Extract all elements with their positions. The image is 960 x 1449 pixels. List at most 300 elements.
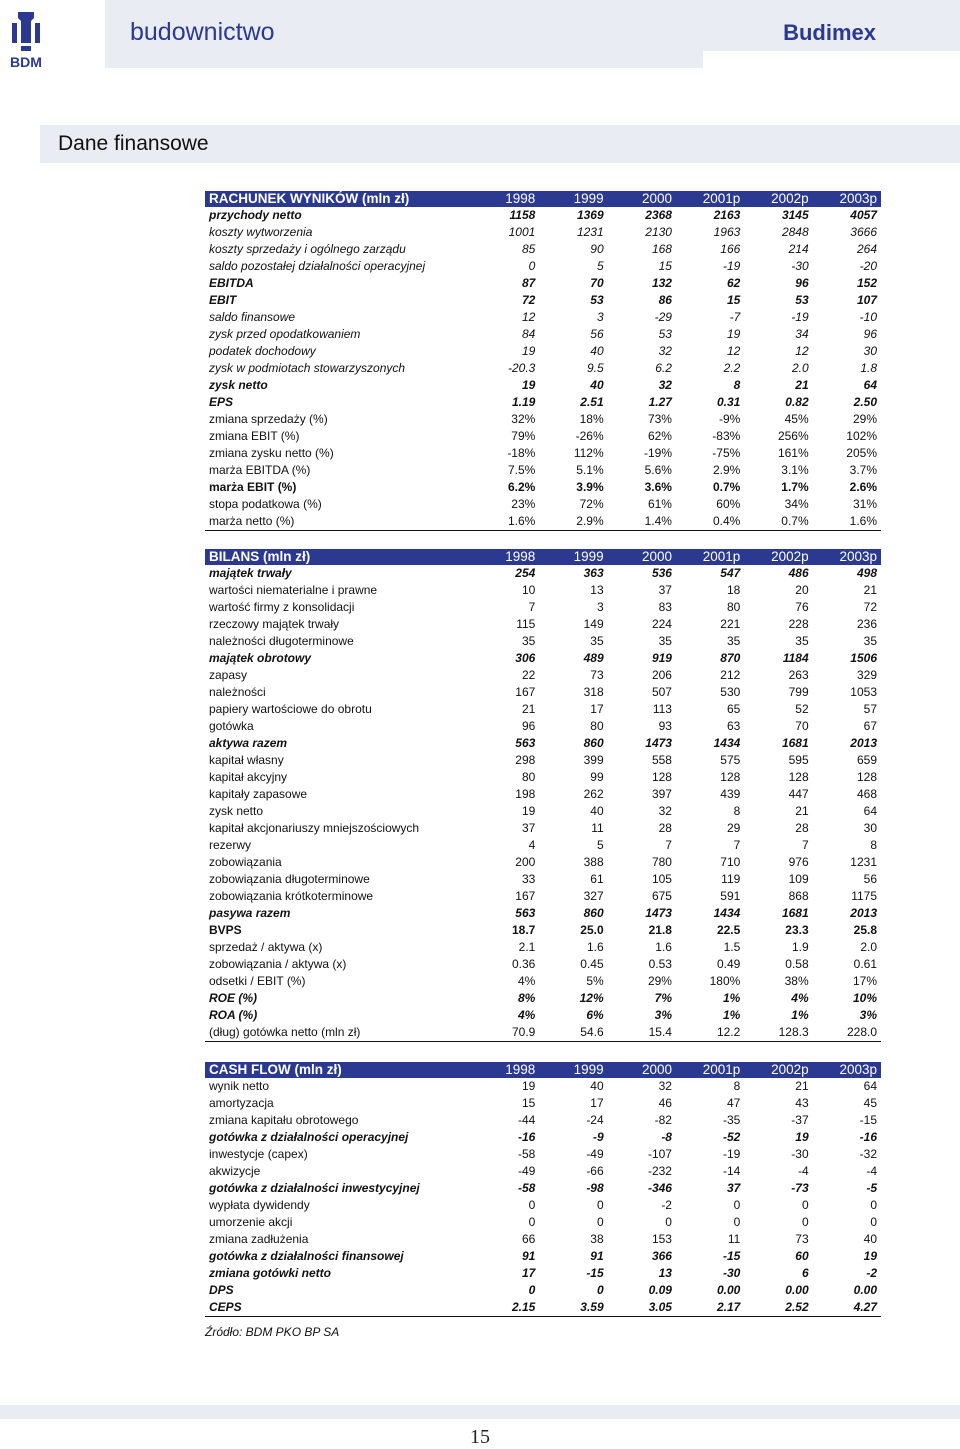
table-row — [205, 990, 881, 1007]
value-cell: 28 — [795, 821, 809, 835]
value-cell: 263 — [788, 668, 809, 682]
table-row — [205, 479, 881, 496]
table-row — [205, 888, 881, 905]
value-cell: 4% — [517, 974, 536, 988]
value-cell: 35 — [590, 634, 604, 648]
value-cell: 0.36 — [511, 957, 536, 971]
row-label: zmiana zadłużenia — [209, 1232, 309, 1246]
value-cell: 2.50 — [853, 395, 877, 409]
row-label: zmiana EBIT (%) — [209, 429, 300, 443]
value-cell: 96 — [521, 719, 536, 733]
value-cell: 167 — [515, 889, 536, 903]
value-cell: 128 — [651, 770, 672, 784]
table-row — [205, 292, 881, 309]
company-name: Budimex — [783, 20, 876, 45]
value-cell: 536 — [651, 566, 672, 580]
value-cell: 2.6% — [849, 480, 877, 494]
page-number: 15 — [470, 1426, 490, 1448]
value-cell: 46 — [658, 1096, 672, 1110]
value-cell: 5 — [596, 259, 604, 273]
row-label: zysk w podmiotach stowarzyszonych — [209, 361, 406, 375]
row-label: saldo pozostałej działalności operacyjnej — [209, 259, 426, 273]
value-cell: 80 — [726, 600, 741, 614]
value-cell: 7 — [733, 838, 741, 852]
table-row — [205, 684, 881, 701]
table-row — [205, 1078, 881, 1095]
table-row — [205, 1095, 881, 1112]
row-label: zysk przed opodatkowaniem — [209, 327, 361, 341]
row-label: amortyzacja — [209, 1096, 274, 1110]
value-cell: 799 — [788, 685, 809, 699]
table-row — [205, 820, 881, 837]
row-label: zmiana sprzedaży (%) — [209, 412, 328, 426]
year-header: 2001p — [676, 1062, 744, 1078]
value-cell: 1963 — [713, 225, 741, 239]
value-cell: 236 — [856, 617, 877, 631]
value-cell: 0 — [528, 1215, 536, 1229]
value-cell: 17 — [590, 702, 604, 716]
cash-flow-table — [205, 1062, 881, 1317]
value-cell: -49 — [586, 1147, 604, 1161]
value-cell: 15 — [521, 1096, 536, 1110]
value-cell: 439 — [720, 787, 741, 801]
table-row — [205, 1265, 881, 1282]
table-row — [205, 871, 881, 888]
value-cell: 1175 — [851, 889, 877, 903]
value-cell: 10 — [521, 583, 536, 597]
value-cell: 85 — [521, 242, 536, 256]
year-header: 2003p — [813, 549, 881, 565]
value-cell: -30 — [722, 1266, 741, 1280]
value-cell: 3 — [596, 310, 604, 324]
value-cell: 63 — [726, 719, 741, 733]
row-label: zapasy — [209, 668, 248, 682]
value-cell: 72 — [863, 600, 877, 614]
value-cell: 31% — [852, 497, 877, 511]
value-cell: 363 — [583, 566, 604, 580]
value-cell: 73 — [590, 668, 604, 682]
value-cell: 22 — [521, 668, 536, 682]
value-cell: 2.52 — [744, 1299, 812, 1317]
value-cell: 4.27 — [813, 1299, 881, 1317]
value-cell: 21.8 — [648, 923, 672, 937]
value-cell: 7 — [801, 838, 809, 852]
value-cell: 659 — [856, 753, 877, 767]
value-cell: 2368 — [645, 208, 672, 222]
row-label: saldo finansowe — [209, 310, 296, 324]
value-cell: -73 — [791, 1181, 809, 1195]
value-cell: 113 — [652, 702, 672, 716]
value-cell: 15 — [726, 293, 741, 307]
value-cell: 0.61 — [853, 957, 877, 971]
value-cell: 115 — [516, 617, 536, 631]
value-cell: 19 — [521, 804, 536, 818]
table-row — [205, 1129, 881, 1146]
table-row — [205, 650, 881, 667]
value-cell: 102% — [846, 429, 877, 443]
value-cell: 21 — [795, 804, 809, 818]
value-cell: 93 — [658, 719, 672, 733]
value-cell: 1.6 — [655, 940, 672, 954]
value-cell: 119 — [721, 872, 741, 886]
value-cell: 18.7 — [511, 923, 536, 937]
year-header: 2000 — [608, 191, 676, 207]
section-title: RACHUNEK WYNIKÓW (mln zł) — [205, 191, 471, 207]
value-cell: -16 — [859, 1130, 877, 1144]
value-cell: 6% — [586, 1008, 604, 1022]
value-cell: 0.31 — [716, 395, 741, 409]
row-label: wartość firmy z konsolidacji — [209, 600, 355, 614]
value-cell: 34% — [784, 497, 809, 511]
value-cell: 2.15 — [471, 1299, 539, 1317]
logo-text: BDM — [10, 54, 42, 70]
value-cell: 13 — [658, 1266, 672, 1280]
value-cell: 112% — [573, 446, 604, 460]
value-cell: 1473 — [645, 736, 672, 750]
value-cell: 37 — [726, 1181, 741, 1195]
value-cell: 1231 — [576, 225, 604, 239]
row-label: sprzedaż / aktywa (x) — [209, 940, 323, 954]
row-label: wypłata dywidendy — [209, 1198, 310, 1212]
value-cell: 1.5 — [723, 940, 741, 954]
table-row — [205, 956, 881, 973]
value-cell: 8 — [733, 1079, 741, 1093]
value-cell: 86 — [658, 293, 672, 307]
value-cell: 60 — [795, 1249, 809, 1263]
value-cell: 1.6 — [586, 940, 604, 954]
value-cell: 3 — [596, 600, 604, 614]
year-header: 2000 — [608, 549, 676, 565]
value-cell: 1001 — [508, 225, 536, 239]
value-cell: 6.2 — [655, 361, 672, 375]
value-cell: 0 — [528, 1198, 536, 1212]
table-row — [205, 718, 881, 735]
value-cell: 1434 — [713, 906, 741, 920]
value-cell: 547 — [720, 566, 741, 580]
bdm-logo-icon — [4, 8, 48, 70]
value-cell: 399 — [583, 753, 604, 767]
value-cell: 3145 — [781, 208, 809, 222]
value-cell: -20 — [859, 259, 877, 273]
row-label: stopa podatkowa (%) — [209, 497, 322, 511]
value-cell: 2130 — [645, 225, 672, 239]
value-cell: -4 — [866, 1164, 877, 1178]
value-cell: 0 — [596, 1283, 604, 1297]
row-label: koszty sprzedaży i ogólnego zarządu — [209, 242, 406, 256]
value-cell: 0 — [870, 1198, 877, 1212]
table-header-row — [205, 549, 881, 565]
value-cell: 12.2 — [676, 1024, 744, 1042]
value-cell: 52 — [795, 702, 809, 716]
value-cell: 976 — [788, 855, 809, 869]
value-cell: 1.8 — [860, 361, 877, 375]
value-cell: -83% — [712, 429, 741, 443]
value-cell: 64 — [863, 1079, 877, 1093]
value-cell: 91 — [521, 1249, 536, 1263]
value-cell: 40 — [590, 1079, 604, 1093]
value-cell: 15 — [658, 259, 672, 273]
value-cell: -2 — [866, 1266, 877, 1280]
value-cell: 72 — [521, 293, 536, 307]
value-cell: 1184 — [782, 651, 809, 665]
value-cell: 34 — [795, 327, 809, 341]
row-label: zysk netto — [209, 378, 268, 392]
value-cell: 710 — [720, 855, 741, 869]
value-cell: 221 — [720, 617, 741, 631]
value-cell: -29 — [654, 310, 672, 324]
value-cell: 20 — [795, 583, 809, 597]
value-cell: 32 — [658, 344, 672, 358]
value-cell: 575 — [720, 753, 741, 767]
row-label: gotówka z działalności finansowej — [209, 1249, 404, 1263]
value-cell: 5.1% — [576, 463, 604, 477]
value-cell: 1473 — [645, 906, 672, 920]
value-cell: 29 — [726, 821, 741, 835]
value-cell: 447 — [788, 787, 809, 801]
value-cell: -49 — [517, 1164, 536, 1178]
value-cell: 306 — [515, 651, 536, 665]
value-cell: 397 — [651, 787, 672, 801]
value-cell: 32 — [658, 804, 672, 818]
value-cell: 318 — [583, 685, 604, 699]
value-cell: 5% — [586, 974, 604, 988]
value-cell: 8 — [733, 378, 741, 392]
row-label: (dług) gotówka netto (mln zł) — [205, 1024, 471, 1042]
value-cell: 2.9% — [712, 463, 741, 477]
source-note: Źródło: BDM PKO BP SA — [205, 1325, 340, 1339]
value-cell: 29% — [647, 974, 672, 988]
value-cell: -26% — [575, 429, 604, 443]
year-header: 1998 — [471, 191, 539, 207]
value-cell: -15 — [722, 1249, 741, 1263]
value-cell: 860 — [583, 736, 604, 750]
value-cell: 1.6% — [813, 513, 881, 531]
value-cell: 0 — [801, 1198, 809, 1212]
value-cell: 1.9 — [791, 940, 809, 954]
value-cell: -15 — [859, 1113, 877, 1127]
value-cell: 73% — [647, 412, 672, 426]
value-cell: 1369 — [576, 208, 604, 222]
row-label: podatek dochodowy — [209, 344, 316, 358]
value-cell: 167 — [515, 685, 536, 699]
value-cell: 6.2% — [507, 480, 536, 494]
value-cell: 17 — [521, 1266, 536, 1280]
value-cell: 21 — [795, 1079, 809, 1093]
value-cell: 53 — [590, 293, 604, 307]
value-cell: 47 — [726, 1096, 741, 1110]
value-cell: 0.49 — [716, 957, 741, 971]
value-cell: -4 — [797, 1164, 809, 1178]
value-cell: 7 — [665, 838, 672, 852]
table-row — [205, 513, 881, 531]
value-cell: 40 — [590, 804, 604, 818]
row-label: gotówka z działalności operacyjnej — [209, 1130, 409, 1144]
value-cell: 388 — [583, 855, 604, 869]
table-row — [205, 752, 881, 769]
value-cell: 0.7% — [712, 480, 741, 494]
balance-sheet-table — [205, 549, 881, 1042]
section-title: CASH FLOW (mln zł) — [205, 1062, 471, 1078]
page-title: Dane finansowe — [58, 132, 209, 155]
value-cell: 19 — [521, 1079, 536, 1093]
value-cell: 256% — [777, 429, 809, 443]
value-cell: 200 — [515, 855, 536, 869]
value-cell: 17 — [590, 1096, 604, 1110]
row-label: BVPS — [209, 923, 242, 937]
value-cell: 54.6 — [539, 1024, 607, 1042]
value-cell: 28 — [658, 821, 672, 835]
value-cell: 224 — [651, 617, 672, 631]
value-cell: -19 — [722, 1147, 741, 1161]
row-label: marża EBITDA (%) — [209, 463, 311, 477]
table-row — [205, 565, 881, 582]
value-cell: 558 — [651, 753, 672, 767]
value-cell: 205% — [846, 446, 877, 460]
value-cell: -8 — [661, 1130, 672, 1144]
row-label: odsetki / EBIT (%) — [209, 974, 306, 988]
row-label: gotówka z działalności inwestycyjnej — [209, 1181, 420, 1195]
value-cell: 161% — [777, 446, 809, 460]
row-label: gotówka — [209, 719, 254, 733]
value-cell: 62 — [726, 276, 741, 290]
value-cell: 780 — [651, 855, 672, 869]
table-row — [205, 599, 881, 616]
value-cell: 591 — [720, 889, 741, 903]
row-label: zysk netto — [209, 804, 264, 818]
value-cell: 17% — [852, 974, 877, 988]
table-row — [205, 905, 881, 922]
value-cell: 12% — [579, 991, 604, 1005]
row-label: zobowiązania krótkoterminowe — [209, 889, 374, 903]
sector-label: budownictwo — [130, 18, 275, 46]
value-cell: 23.3 — [785, 923, 809, 937]
value-cell: 8 — [870, 838, 877, 852]
value-cell: 79% — [511, 429, 536, 443]
value-cell: 38 — [590, 1232, 604, 1246]
value-cell: -24 — [586, 1113, 604, 1127]
value-cell: 80 — [590, 719, 604, 733]
value-cell: 489 — [583, 651, 604, 665]
row-label: wynik netto — [209, 1079, 270, 1093]
value-cell: -9 — [592, 1130, 604, 1144]
value-cell: 595 — [788, 753, 809, 767]
row-label: zmiana zysku netto (%) — [209, 446, 334, 460]
value-cell: 21 — [521, 702, 536, 716]
value-cell: 18% — [579, 412, 604, 426]
year-header: 2001p — [676, 549, 744, 565]
value-cell: 83 — [658, 600, 672, 614]
value-cell: 3.05 — [608, 1299, 676, 1317]
value-cell: 5 — [596, 838, 604, 852]
row-label: ROA (%) — [209, 1008, 258, 1022]
year-header: 2002p — [744, 549, 812, 565]
row-label: papiery wartościowe do obrotu — [209, 702, 372, 716]
value-cell: -19 — [722, 259, 741, 273]
row-label: wartości niematerialne i prawne — [209, 583, 378, 597]
value-cell: -52 — [722, 1130, 741, 1144]
table-row — [205, 735, 881, 752]
value-cell: 19 — [521, 344, 536, 358]
value-cell: 32 — [658, 1079, 672, 1093]
table-row — [205, 701, 881, 718]
table-row — [205, 258, 881, 275]
value-cell: 38% — [784, 974, 809, 988]
value-cell: 1.6% — [471, 513, 539, 531]
value-cell: 23% — [511, 497, 536, 511]
row-label: kapitał akcyjny — [209, 770, 288, 784]
table-row — [205, 582, 881, 599]
table-row — [205, 973, 881, 990]
value-cell: 61 — [590, 872, 604, 886]
value-cell: 1% — [722, 1008, 741, 1022]
table-row — [205, 1231, 881, 1248]
value-cell: 70.9 — [471, 1024, 539, 1042]
row-label: majątek trwały — [209, 566, 292, 580]
value-cell: 29% — [852, 412, 877, 426]
table-row — [205, 786, 881, 803]
table-row — [205, 939, 881, 956]
value-cell: 212 — [720, 668, 741, 682]
row-label: kapitał własny — [209, 753, 284, 767]
value-cell: 530 — [720, 685, 741, 699]
table-row — [205, 496, 881, 513]
year-header: 2002p — [744, 1062, 812, 1078]
table-row — [205, 1299, 881, 1317]
value-cell: 3% — [859, 1008, 877, 1022]
table-row — [205, 1163, 881, 1180]
value-cell: -5 — [866, 1181, 877, 1195]
value-cell: 0 — [733, 1215, 741, 1229]
value-cell: 35 — [658, 634, 672, 648]
value-cell: 166 — [720, 242, 741, 256]
value-cell: 1434 — [713, 736, 741, 750]
value-cell: -2 — [661, 1198, 672, 1212]
row-label: marża netto (%) — [205, 513, 471, 531]
value-cell: 53 — [795, 293, 809, 307]
value-cell: 3% — [654, 1008, 672, 1022]
value-cell: 70 — [795, 719, 809, 733]
table-row — [205, 207, 881, 224]
row-label: EBITDA — [209, 276, 254, 290]
table-row — [205, 1146, 881, 1163]
table-row — [205, 377, 881, 394]
table-row — [205, 616, 881, 633]
value-cell: 64 — [863, 378, 877, 392]
row-label: EPS — [209, 395, 234, 409]
value-cell: 128 — [788, 770, 809, 784]
table-row — [205, 411, 881, 428]
value-cell: 0.53 — [648, 957, 672, 971]
value-cell: 0 — [528, 259, 536, 273]
value-cell: 40 — [590, 344, 604, 358]
value-cell: 22.5 — [716, 923, 741, 937]
row-label: zobowiązania — [209, 855, 282, 869]
section-title: BILANS (mln zł) — [205, 549, 471, 565]
value-cell: 128 — [856, 770, 877, 784]
value-cell: 7 — [528, 600, 536, 614]
value-cell: 6 — [801, 1266, 809, 1280]
value-cell: 72% — [579, 497, 604, 511]
year-header: 1998 — [471, 549, 539, 565]
row-label: koszty wytworzenia — [209, 225, 313, 239]
value-cell: 1681 — [781, 906, 809, 920]
value-cell: 198 — [515, 787, 536, 801]
value-cell: 0.4% — [676, 513, 744, 531]
header-strip — [105, 51, 703, 68]
value-cell: 57 — [863, 702, 877, 716]
table-row — [205, 394, 881, 411]
value-cell: 0.09 — [648, 1283, 672, 1297]
